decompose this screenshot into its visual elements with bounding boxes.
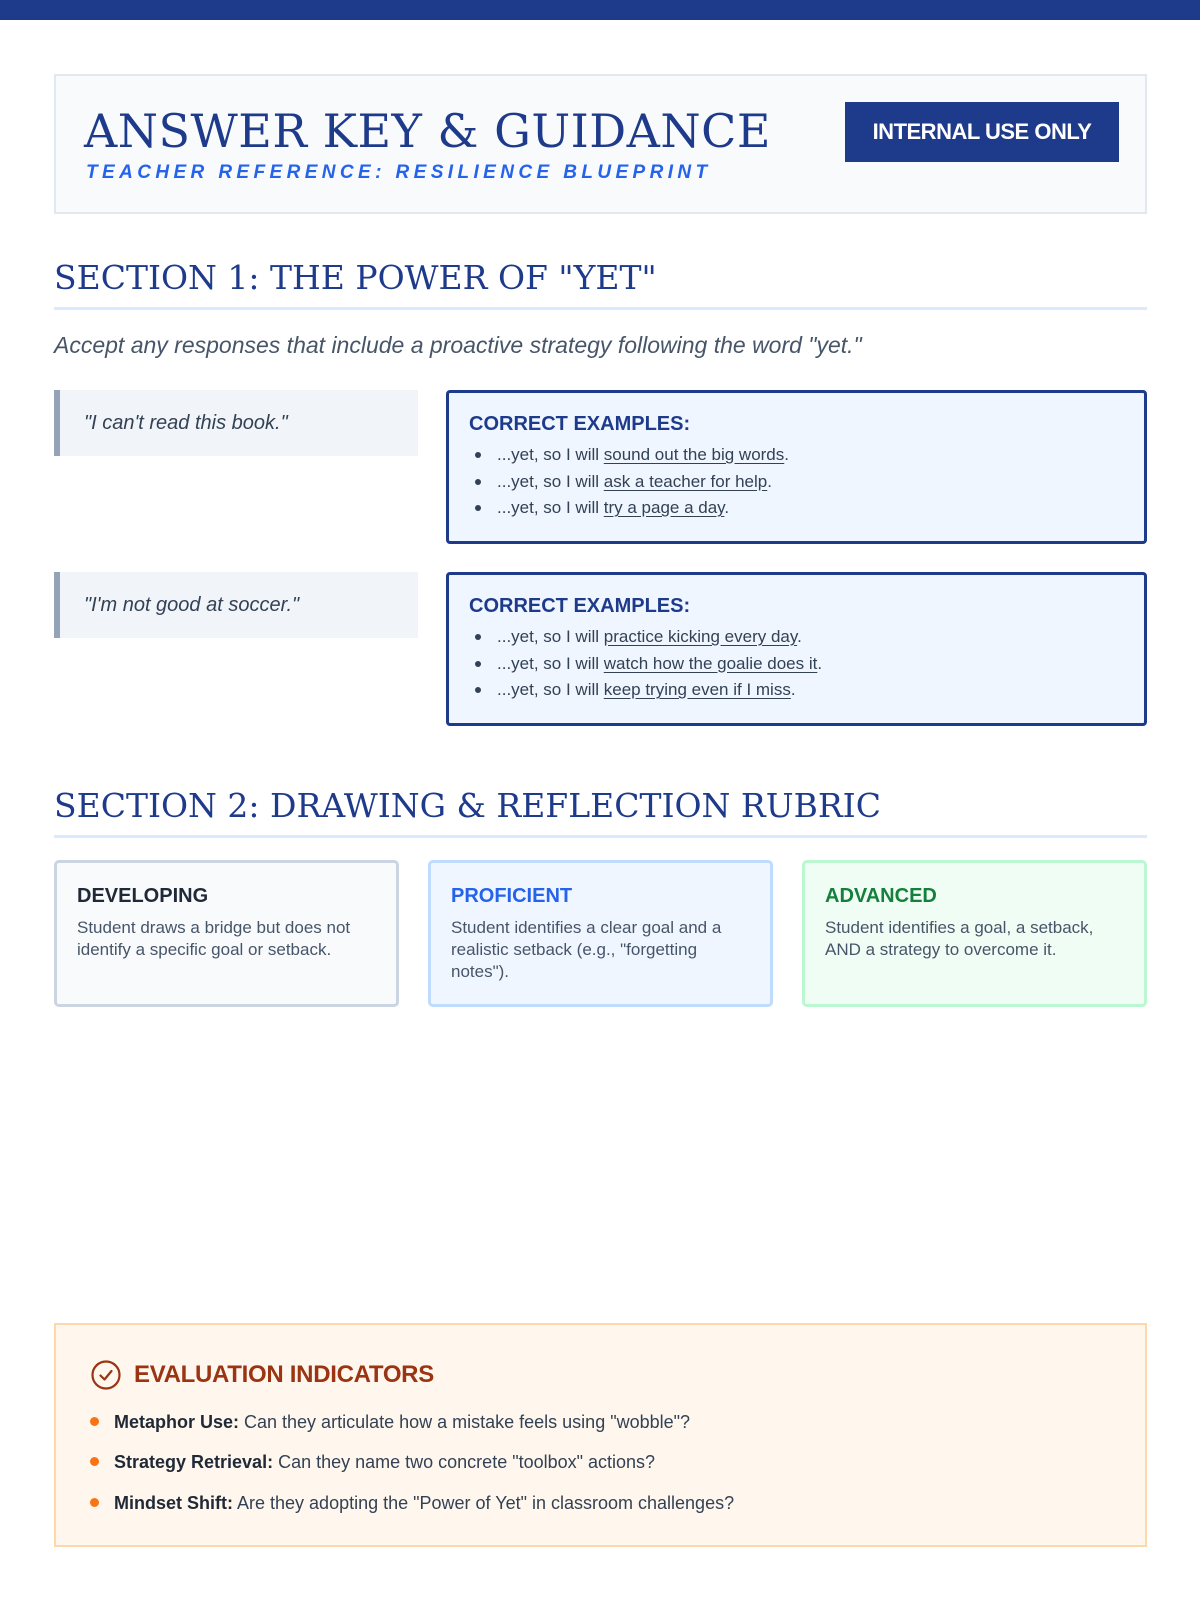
example-item: ...yet, so I will sound out the big words. (469, 445, 1144, 472)
page-header (54, 74, 1147, 214)
evaluation-header (90, 1359, 434, 1391)
rubric-developing (54, 860, 399, 1007)
evaluation-item: Metaphor Use: Can they articulate how a mistake feels using "wobble"? (90, 1412, 690, 1433)
example-strategy: watch how the goalie does it (603, 653, 818, 673)
example-item: ...yet, so I will try a page a day. (469, 498, 1144, 525)
student-prompt: "I'm not good at soccer." (54, 572, 418, 638)
bullet-icon (475, 505, 481, 511)
example-item: ...yet, so I will watch how the goalie does it. (469, 654, 1144, 681)
evaluation-title: EVALUATION INDICATORS (134, 1361, 434, 1388)
evaluation-item: Strategy Retrieval: Can they name two concrete "toolbox" actions? (90, 1452, 655, 1473)
example-strategy: keep trying even if I miss (603, 680, 791, 699)
student-prompt: "I can't read this book." (54, 390, 418, 456)
section-1-title: SECTION 1: THE POWER OF "YET" (54, 258, 1147, 310)
rubric-level-text: Student draws a bridge but does not identify a specific goal or setback. (77, 918, 351, 959)
section-2-title: SECTION 2: DRAWING & REFLECTION RUBRIC (54, 786, 1147, 838)
rubric-level-title: PROFICIENT (451, 885, 573, 907)
bullet-icon (90, 1498, 99, 1507)
internal-use-badge: INTERNAL USE ONLY (845, 102, 1119, 162)
page-subtitle: TEACHER REFERENCE: RESILIENCE BLUEPRINT (86, 162, 712, 183)
rubric-proficient (428, 860, 773, 1007)
bullet-icon (475, 634, 481, 640)
bullet-icon (475, 452, 481, 458)
top-accent-bar (0, 0, 1200, 20)
section-1-instruction: Accept any responses that include a proactive strategy following the word "yet." (54, 332, 862, 358)
evaluation-item: Mindset Shift: Are they adopting the "Power of Yet" in classroom challenges? (90, 1493, 734, 1514)
rubric-advanced (802, 860, 1147, 1007)
example-item: ...yet, so I will ask a teacher for help. (469, 472, 1144, 499)
bullet-icon (90, 1417, 99, 1426)
bullet-icon (90, 1457, 99, 1466)
example-strategy: practice kicking every day (603, 627, 798, 646)
rubric-level-text: Student identifies a goal, a setback, AND a strategy to overcome it. (825, 918, 1094, 959)
rubric-level-title: ADVANCED (825, 885, 937, 907)
evaluation-indicators-box (54, 1323, 1147, 1547)
bullet-icon (475, 661, 481, 667)
rubric-level-title: DEVELOPING (77, 885, 209, 907)
check-circle-icon (90, 1359, 122, 1391)
examples-heading: CORRECT EXAMPLES: (469, 595, 691, 617)
correct-examples-box (446, 390, 1147, 544)
example-item: ...yet, so I will practice kicking every day. (469, 627, 1144, 654)
example-strategy: ask a teacher for help (603, 471, 768, 491)
bullet-icon (475, 479, 481, 485)
correct-examples-box (446, 572, 1147, 726)
example-item: ...yet, so I will keep trying even if I miss. (469, 680, 1144, 707)
page-title: ANSWER KEY & GUIDANCE (84, 104, 771, 158)
examples-heading: CORRECT EXAMPLES: (469, 413, 691, 435)
rubric-level-text: Student identifies a clear goal and a realistic setback (e.g., "forgetting notes"). (451, 918, 722, 981)
example-strategy: sound out the big words (603, 445, 785, 464)
example-strategy: try a page a day (603, 498, 725, 517)
bullet-icon (475, 687, 481, 693)
